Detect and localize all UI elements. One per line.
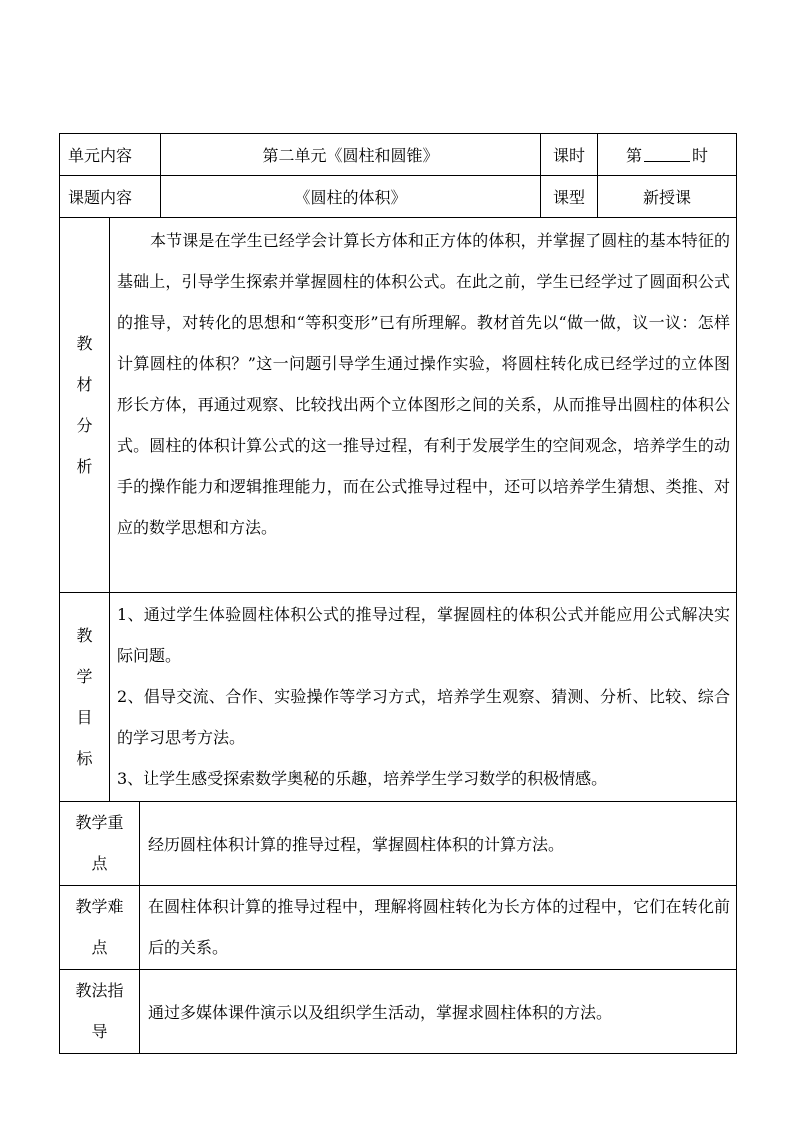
topic-value-cell	[161, 176, 540, 217]
difficulty-label: 教学难点	[75, 897, 124, 957]
method-text-cell	[140, 970, 736, 1053]
key-point-text: 经历圆柱体积计算的推导过程，掌握圆柱体积的计算方法。	[148, 835, 565, 854]
period-suffix: 时	[692, 146, 709, 165]
unit-label: 单元内容	[68, 146, 133, 165]
key-point-text-cell	[140, 802, 736, 885]
unit-label-cell	[60, 134, 160, 175]
goals-text-cell	[110, 593, 736, 801]
goal-item: 1、通过学生体验圆柱体积公式的推导过程，掌握圆柱的体积公式并能应用公式解决实际问题。	[117, 605, 730, 665]
goal-item: 3、让学生感受探索数学奥秘的乐趣，培养学生学习数学的积极情感。	[117, 769, 608, 788]
goal-item: 2、倡导交流、合作、实验操作等学习方式，培养学生观察、猜测、分析、比较、综合的学习思考方法。	[117, 687, 730, 747]
key-point-label: 教学重点	[75, 813, 124, 873]
period-label: 课时	[552, 146, 585, 165]
analysis-text-cell	[110, 218, 736, 592]
difficulty-text: 在圆柱体积计算的推导过程中，理解将圆柱转化为长方体的过程中，它们在转化前后的关系。	[148, 897, 730, 957]
topic-label-cell	[60, 176, 160, 217]
topic-label: 课题内容	[68, 188, 133, 207]
method-label: 教法指导	[75, 981, 124, 1041]
analysis-text: 本节课是在学生已经学会计算长方体和正方体的体积，并掌握了圆柱的基本特征的基础上，引导学生探索并掌握圆柱的体积公式。在此之前，学生已经学过了圆面积公式的推导，对转化的思想和“等积变形”已有所理解。教材首先以“做一做，议一议：怎样计算圆柱的体积？”这一问题引导学生通过操作实验，将圆柱转化成已经学过的立体图形长方体，再通过观察、比较找出两个立体图形之间的关系，从而推导出圆柱的体积公式。圆柱的体积计算公式的这一推导过程，有利于发展学生的空间观念，培养学生的动手的操作能力和逻辑推理能力，而在公式推导过程中，还可以培养学生猜想、类推、对应的数学思想和方法。	[117, 231, 730, 537]
lesson-type-value: 新授课	[642, 188, 691, 207]
method-text: 通过多媒体课件演示以及组织学生活动，掌握求圆柱体积的方法。	[148, 1003, 613, 1022]
analysis-label: 教 材 分 析	[76, 334, 93, 476]
period-label-cell	[541, 134, 597, 175]
lesson-type-label-cell	[541, 176, 597, 217]
lesson-type-value-cell	[598, 176, 736, 217]
period-value-cell	[598, 134, 736, 175]
period-blank	[644, 147, 690, 162]
unit-value-cell	[161, 134, 540, 175]
unit-value: 第二单元《圆柱和圆锥》	[262, 146, 439, 165]
period-prefix: 第	[625, 146, 642, 165]
goals-label: 教 学 目 标	[76, 626, 93, 768]
difficulty-text-cell	[140, 886, 736, 969]
topic-value: 《圆柱的体积》	[294, 188, 407, 207]
lesson-type-label: 课型	[552, 188, 585, 207]
